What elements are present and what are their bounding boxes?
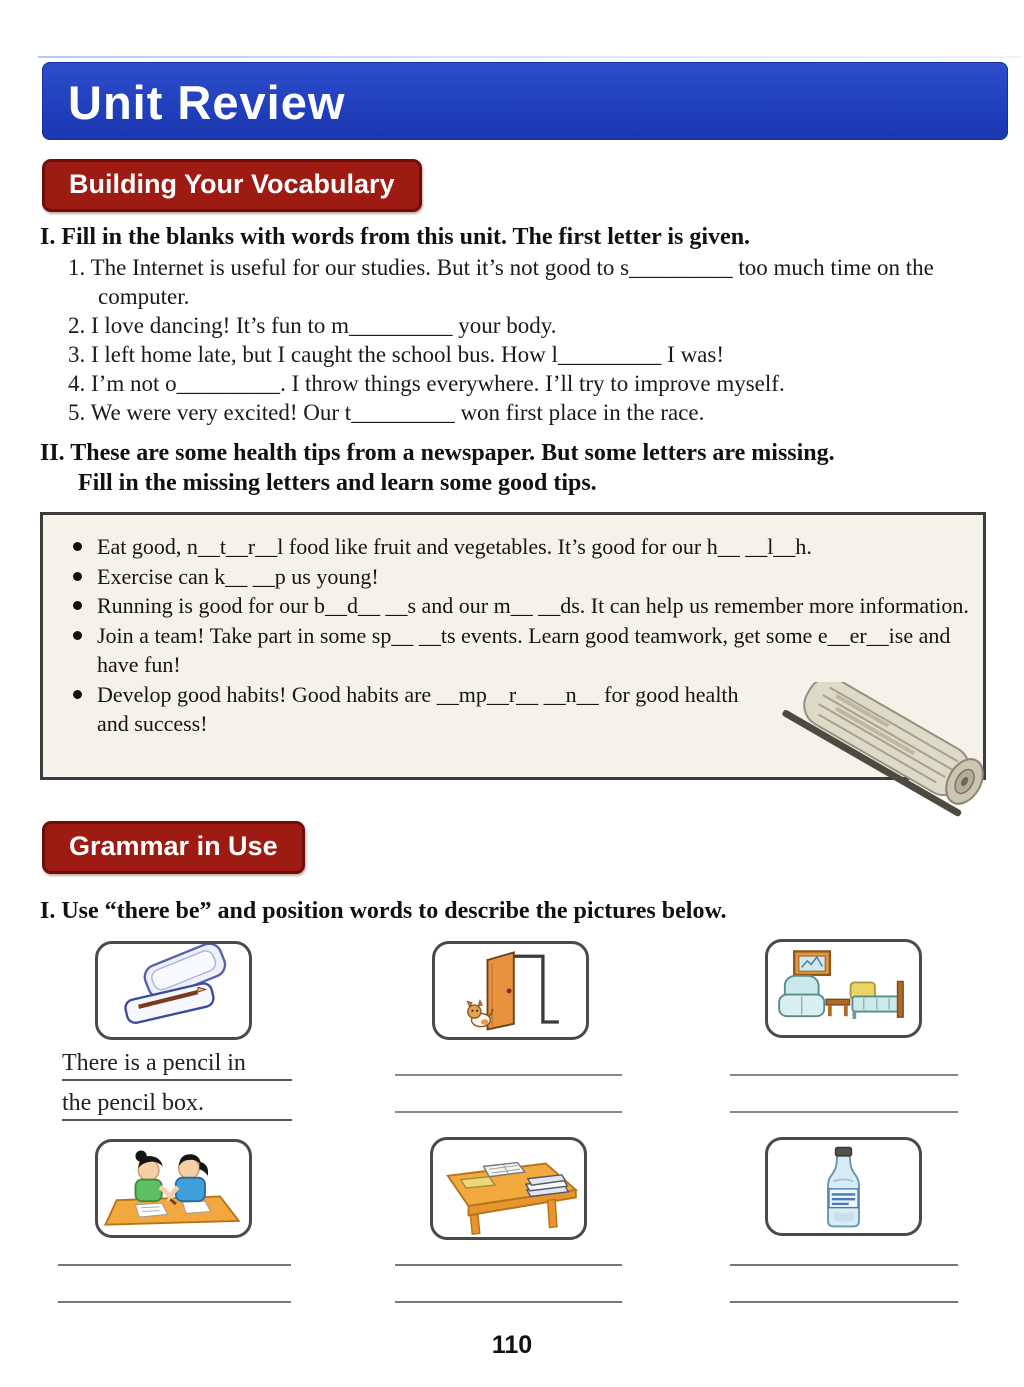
- vocab-task1-item: 2. I love dancing! It’s fun to m_________ your body.: [68, 313, 557, 338]
- answer-blank-line: [395, 1074, 622, 1076]
- vocab-task1-item: 5. We were very excited! Our t_________ won first place in the race.: [68, 400, 705, 425]
- vocab-task1-item: 1. The Internet is useful for our studies. But it’s not good to s_________ too much time on the computer.: [68, 255, 934, 309]
- table-books-illustration: [433, 1140, 584, 1237]
- answer-blank-line: [730, 1301, 958, 1303]
- health-tip-item: Running is good for our b__d__ __s and our m__ __ds. It can help us remember more information.: [71, 591, 975, 621]
- example-answer: [62, 1050, 292, 1130]
- vocabulary-section-badge: [42, 159, 422, 212]
- page-top-edge-line: [38, 56, 1022, 58]
- vocab-task2-heading-line2: Fill in the missing letters and learn some good tips.: [78, 470, 597, 496]
- vocab-task1-list: [68, 253, 998, 427]
- newspaper-illustration: [775, 682, 1023, 834]
- answer-blank-line: [395, 1264, 622, 1266]
- grammar-section-badge: [42, 821, 305, 874]
- picture-door-with-dog: [432, 941, 589, 1040]
- vocab-task2-heading-line1: II. These are some health tips from a newspaper. But some letters are missing.: [40, 440, 835, 466]
- vocab-task1-heading: I. Fill in the blanks with words from this unit. The first letter is given.: [40, 224, 751, 250]
- unit-review-header: [42, 62, 1008, 140]
- health-tip-item: Exercise can k__ __p us young!: [71, 562, 975, 592]
- vocabulary-badge-label: Building Your Vocabulary: [69, 169, 395, 199]
- picture-water-bottle: [765, 1137, 922, 1236]
- grammar-task-heading: I. Use “there be” and position words to describe the pictures below.: [40, 898, 727, 924]
- answer-blank-line: [730, 1074, 958, 1076]
- door-dog-illustration: [435, 944, 586, 1037]
- vocab-task1-item: 3. I left home late, but I caught the school bus. How l_________ I was!: [68, 342, 725, 367]
- answer-blank-line: [730, 1111, 958, 1113]
- bullet-icon: [73, 572, 82, 581]
- answer-blank-line: [58, 1301, 291, 1303]
- page-number: 110: [491, 1331, 533, 1359]
- example-answer-line2: the pencil box.: [62, 1090, 292, 1121]
- picture-bedroom: [765, 939, 922, 1038]
- picture-kids-writing: [95, 1139, 252, 1238]
- health-tip-item: Develop good habits! Good habits are __mp__r__ __n__ for good health and success!: [71, 680, 975, 739]
- bullet-icon: [73, 601, 82, 610]
- grammar-badge-label: Grammar in Use: [69, 831, 278, 861]
- picture-table-with-books: [430, 1137, 587, 1240]
- health-tip-item: Eat good, n__t__r__l food like fruit and vegetables. It’s good for our h__ __l__h.: [71, 532, 975, 562]
- health-tip-item: Join a team! Take part in some sp__ __ts events. Learn good teamwork, get some e__er__ise and have fun!: [71, 621, 975, 680]
- bullet-icon: [73, 631, 82, 640]
- kids-writing-illustration: [98, 1142, 249, 1235]
- picture-pencil-box: [95, 941, 252, 1040]
- bullet-icon: [73, 690, 82, 699]
- answer-blank-line: [395, 1301, 622, 1303]
- example-answer-line1: There is a pencil in: [62, 1050, 292, 1081]
- pencil-box-illustration: [98, 944, 249, 1037]
- vocab-task1-item: 4. I’m not o_________. I throw things everywhere. I’ll try to improve myself.: [68, 371, 785, 396]
- bottle-illustration: [768, 1140, 919, 1233]
- answer-blank-line: [730, 1264, 958, 1266]
- bullet-icon: [73, 542, 82, 551]
- bedroom-illustration: [768, 942, 919, 1035]
- page-title: Unit Review: [68, 76, 346, 129]
- answer-blank-line: [395, 1111, 622, 1113]
- answer-blank-line: [58, 1264, 291, 1266]
